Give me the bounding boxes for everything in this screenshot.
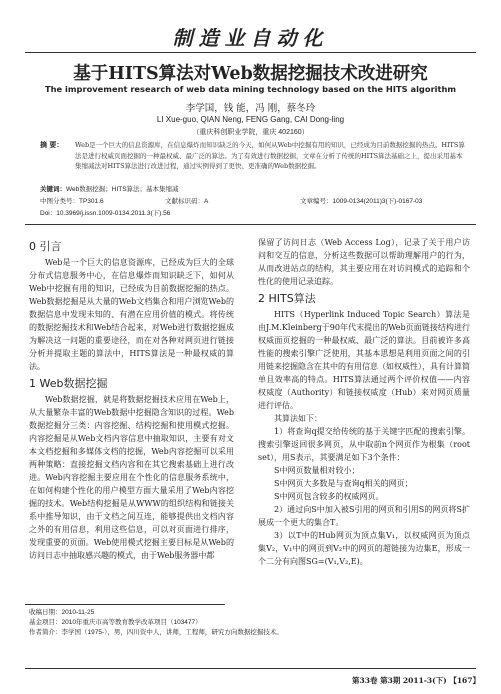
- doc-code: 文献标识码：A: [165, 198, 209, 205]
- doi: Doi：10.3969/j.issn.1009-0134.2011.3(下).56: [40, 210, 171, 217]
- footnote: [29, 608, 469, 638]
- section-heading-intro: 0 引言: [29, 240, 62, 253]
- left-column: [29, 236, 234, 562]
- paragraph: HITS（Hyperlink Induced Topic Search）算法是由J.M.Kleinberg于90年代末提出的Web页面链接结构进行权威面页挖掘的一种最权威、最广泛的算法。目前被许多高性能的搜索引擎广泛使用，其基本思想是利用页面之间的引用链来挖掘隐含在其中的有用信息（如权威性），具有计算简单且效率高的特点。HITS算法通过两个评价权值——内容权威度（Authority）和链接权威度（Hub）来对网页质量进行评估。: [258, 310, 470, 410]
- paragraph: 其算法如下：: [274, 414, 322, 423]
- header-divider: [25, 52, 476, 53]
- page-footer: 第33卷 第3期 2011-3(下) 【167】: [352, 676, 480, 685]
- keywords-label: 关键词：: [40, 186, 66, 193]
- section-heading-web-mining: 1 Web数据挖掘: [29, 377, 108, 390]
- paragraph: 3）以T中的Hub网页为顶点集V₁，以权威网页为顶点集V₂，V₁中的网页到V₂中的网页的超链接为边集E，形成一个二分有向图SG=(V₁,V₂,E)。: [258, 531, 470, 566]
- authors-zh: 李学国，钱 能，冯 刚，蔡冬玲: [185, 103, 316, 114]
- paragraph: 2）通过向S中加入被S引用的网页和引用S的网页将S扩展成一个更大的集合T。: [258, 505, 470, 527]
- paragraph: Web数据挖掘，就是将数据挖掘技术应用在Web上，从大量繁杂丰富的Web数据中挖掘隐含知识的过程。Web数据挖掘分三类：内容挖掘、结构挖掘和使用模式挖掘。内容挖掘是从Web文档内容信息中抽取知识，主要有对文本文档挖掘和多媒体文档的挖掘，Web内容挖掘可以采用两种策略：直接挖掘文档内容和在其它搜索基础上进行改进。Web内容挖掘主要应用在个性化的信息服务系统中，在如何构建个性化的用户模型方面大量采用了Web内容挖掘的技术。Web结构挖掘是从WWW的组织结构和链接关系中推导知识，由于文档之间互连，能够提供出文档内容之外的有用信息，利用这些信息，可以对页面进行排序，发现重要的页面。Web使用模式挖掘主要目标是从Web的访问日志中抽取感兴趣的模式，由于Web服务器中都: [29, 395, 234, 560]
- footnote-divider: [25, 604, 225, 605]
- paragraph: S中网页大多数是与查询q相关的网页；: [274, 479, 413, 488]
- author-bio: 作者简介：李学国（1975-），男，四川资中人，讲师，工程师，研究方向数据挖掘技术。: [29, 629, 283, 636]
- clc: 中图分类号：TP301.6: [40, 198, 104, 205]
- paragraph: 保留了访问日志（Web Access Log），记录了关于用户访问和交互的信息，分析这些数据可以帮助理解用户的行为，从而改进站点的结构，其主要应用在对访问模式的追踪和个性化的使用记录追踪。: [258, 238, 470, 286]
- paragraph: S中网页包含较多的权威网页。: [274, 492, 384, 501]
- article-no: 文章编号：1009-0134(2011)3(下)-0167-03: [300, 198, 423, 205]
- paragraph: S中网页数量相对较小；: [274, 466, 360, 475]
- right-column: [258, 236, 470, 568]
- paragraph: Web是一个巨大的信息资源库，已经成为巨大的全球分布式信息服务中心，在信息爆炸而知识缺乏下，如何从Web中挖掘有用的知识，已经成为目前数据挖掘的热点。Web数据挖掘是从大量的Web文档集合和用户浏览Web的数据信息中发现未知的、有潜在应用价值的模式。将传统的数据挖掘技术和Web结合起来，对Web进行数据挖掘成为解决这一问题的重要途径，而在对各种对网页进行链接分析并提取主题的算法中，HITS算法是一种最权威的算法。: [29, 258, 234, 371]
- meta-divider: [25, 224, 476, 225]
- title-zh: 基于HITS算法对Web数据挖掘技术改进研究: [73, 64, 428, 84]
- abstract-label: 摘 要：: [40, 140, 64, 149]
- keywords: Web数据挖掘；HITS算法；基本集缩减: [66, 186, 179, 193]
- received-date: 收稿日期：2010-11-25: [29, 609, 95, 616]
- footer-divider: [25, 668, 476, 669]
- section-heading-hits: 2 HITS算法: [258, 292, 316, 305]
- abstract-text: Web是一个巨大的信息资源库，在信息爆炸而知识缺乏的今天，如何从Web中挖掘有用的知识，已经成为目前数据挖掘的热点。HITS算法是进行权威页面挖掘的一种最权威、最广泛的算法。为了有效进行数据挖掘，文章在分析了传统的HITS算法基础之上，提出采用基本集缩减法对HITS算法进行改进过程，通过实例得到了更快、更准确的Web数据挖掘。: [75, 141, 465, 170]
- title-en: The improvement research of web data mining technology based on the HITS algorithm: [44, 84, 457, 94]
- keywords-row: [40, 184, 179, 193]
- authors-en: LI Xue-guo, QIAN Neng, FENG Gang, CAI Dong-ling: [156, 115, 345, 124]
- fund-info: 基金项目：2010年重庆市高等教育教学改革项目（103477）: [29, 619, 202, 626]
- affiliation: （重庆科创职业学院，重庆 402160）: [192, 129, 309, 136]
- journal-name: 制造业自动化: [172, 26, 329, 50]
- paragraph: 1）将查询q提交给传统的基于关键字匹配的搜索引擎。搜索引擎返回很多网页，从中取前n个网页作为根集（root set），用S表示，其要满足如下3个条件：: [258, 427, 470, 462]
